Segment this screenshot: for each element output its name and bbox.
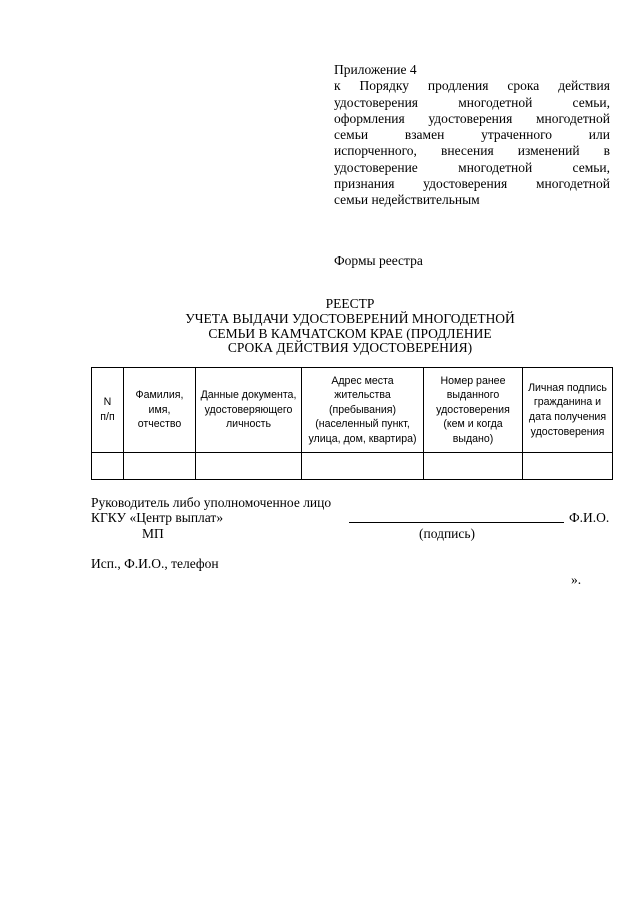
appendix-line: удостоверения многодетной семьи, [334, 94, 610, 110]
table-cell [424, 453, 523, 480]
register-table [91, 367, 613, 480]
appendix-line: семьи недействительным [334, 192, 480, 208]
closing-quote: ». [571, 572, 582, 587]
signature-caption: (подпись) [419, 526, 476, 541]
signature-line [349, 522, 564, 523]
column-header-id-document: Данные документа, удостоверяющего личность [196, 368, 302, 453]
column-header-number: N п/п [92, 368, 124, 453]
register-title-line: РЕЕСТР [325, 296, 375, 311]
table-header-row [92, 368, 613, 453]
head-title-line2: КГКУ «Центр выплат» [91, 510, 224, 525]
stamp-place-label: МП [142, 526, 164, 541]
table-cell [523, 453, 613, 480]
register-title-line: СРОКА ДЕЙСТВИЯ УДОСТОВЕРЕНИЯ) [227, 340, 473, 356]
head-title-line1: Руководитель либо уполномоченное лицо [91, 495, 332, 510]
appendix-line: удостоверение многодетной семьи, [334, 159, 610, 175]
appendix-line: признания удостоверения многодетной [334, 176, 610, 192]
column-header-address: Адрес места жительства (пребывания) (населенный пункт, улица, дом, квартира) [302, 368, 424, 453]
appendix-line: оформления удостоверения многодетной [334, 110, 610, 126]
appendix-line: к Порядку продления срока действия [334, 78, 610, 94]
register-title-line: СЕМЬИ В КАМЧАТСКОМ КРАЕ (ПРОДЛЕНИЕ [208, 325, 492, 341]
appendix-line: семьи взамен утраченного или [334, 127, 610, 143]
appendix-header [334, 62, 610, 209]
table-cell [302, 453, 424, 480]
column-header-previous-certificate: Номер ранее выданного удостоверения (кем и когда выдано) [424, 368, 523, 453]
executor-label: Исп., Ф.И.О., телефон [91, 556, 219, 571]
register-title [150, 297, 550, 356]
appendix-line: испорченного, внесения изменений в [334, 143, 610, 159]
table-cell [196, 453, 302, 480]
column-header-full-name: Фамилия, имя, отчество [124, 368, 196, 453]
appendix-title: Приложение 4 [334, 62, 417, 77]
table-row [92, 453, 613, 480]
table-cell [92, 453, 124, 480]
register-title-line: УЧЕТА ВЫДАЧИ УДОСТОВЕРЕНИЙ МНОГОДЕТНОЙ [185, 310, 515, 326]
table-cell [124, 453, 196, 480]
fio-label: Ф.И.О. [569, 510, 610, 525]
column-header-signature-date: Личная подпись гражданина и дата получения удостоверения [523, 368, 613, 453]
forms-title: Формы реестра [334, 253, 423, 268]
